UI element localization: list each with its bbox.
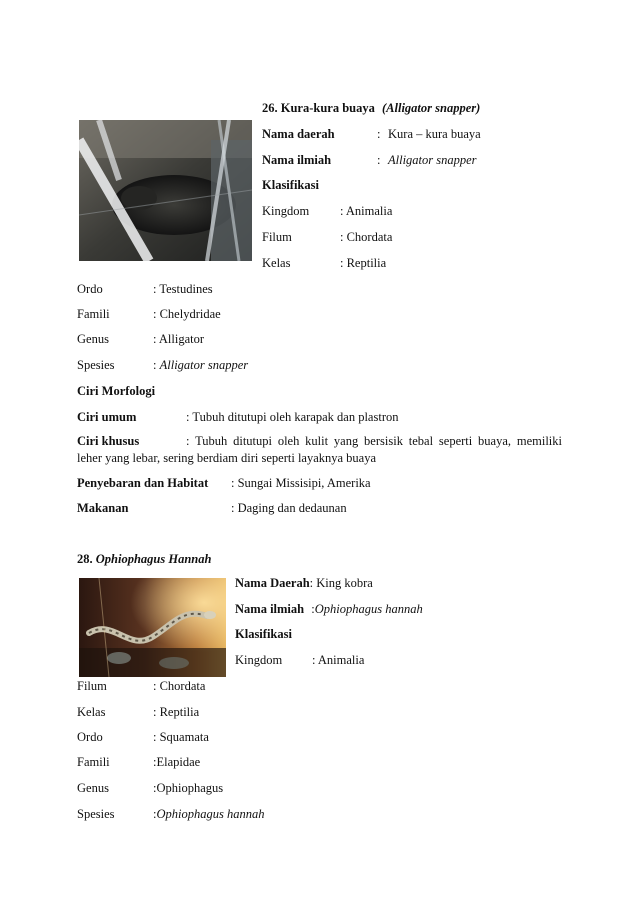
taxonomy-value: : Chordata — [340, 230, 393, 244]
classification-label: Klasifikasi — [262, 178, 319, 192]
taxonomy-label: Kingdom — [262, 204, 310, 218]
section28-heading: 28. Ophiophagus Hannah — [77, 552, 212, 566]
habitat-value: : Sungai Missisipi, Amerika — [231, 476, 371, 490]
taxonomy-value: :Ophiophagus hannah — [153, 807, 265, 821]
local-name-label: Nama Daerah — [235, 576, 310, 590]
taxonomy-value: : Alligator snapper — [153, 358, 249, 372]
general-traits-label: Ciri umum — [77, 410, 137, 424]
taxonomy-label: Filum — [262, 230, 292, 244]
taxonomy-label: Ordo — [77, 730, 103, 744]
scientific-name-label: Nama ilmiah — [235, 602, 305, 616]
specific-traits-label: Ciri khusus — [77, 434, 140, 448]
taxonomy-value: : Reptilia — [340, 256, 387, 270]
scientific-name-value: Alligator snapper — [388, 153, 477, 167]
morphology-heading: Ciri Morfologi — [77, 384, 156, 398]
local-name-row — [235, 576, 373, 591]
taxonomy-value: :Ophiophagus — [153, 781, 224, 795]
king-cobra-photo — [79, 578, 226, 677]
section26-heading: 26. Kura-kura buaya (Alligator snapper) — [262, 101, 481, 115]
local-name-value: Kura – kura buaya — [388, 127, 481, 141]
habitat-label: Penyebaran dan Habitat — [77, 476, 209, 490]
local-name-sep: : — [377, 127, 381, 141]
taxonomy-value: : Testudines — [153, 282, 213, 296]
taxonomy-label: Genus — [77, 781, 109, 795]
general-traits-value: : Tubuh ditutupi oleh karapak dan plastron — [186, 410, 399, 424]
taxonomy-value: :Elapidae — [153, 755, 201, 769]
taxonomy-label: Ordo — [77, 282, 103, 296]
food-label: Makanan — [77, 501, 129, 515]
king-cobra-image — [79, 578, 226, 677]
taxonomy-label: Filum — [77, 679, 107, 693]
specific-traits-paragraph — [77, 433, 562, 467]
taxonomy-label: Kelas — [77, 705, 106, 719]
taxonomy-label: Kelas — [262, 256, 291, 270]
local-name-label: Nama daerah — [262, 127, 335, 141]
taxonomy-label: Spesies — [77, 807, 115, 821]
alligator-snapper-photo — [79, 120, 252, 261]
specific-traits-value: : Tubuh ditutupi oleh kulit yang bersisik tebal seperti buaya, memiliki leher yang lebar, sering berdiam diri seperti layaknya buaya — [77, 434, 562, 465]
taxonomy-value: : Chelydridae — [153, 307, 221, 321]
taxonomy-label: Famili — [77, 307, 110, 321]
scientific-name-sep: : — [377, 153, 381, 167]
taxonomy-label: Spesies — [77, 358, 115, 372]
local-name-value: : King kobra — [309, 576, 373, 590]
food-value: : Daging dan dedaunan — [231, 501, 347, 515]
taxonomy-label: Kingdom — [235, 653, 283, 667]
taxonomy-label: Genus — [77, 332, 109, 346]
taxonomy-value: : Animalia — [340, 204, 393, 218]
scientific-name-label: Nama ilmiah — [262, 153, 332, 167]
taxonomy-value: : Chordata — [153, 679, 206, 693]
scientific-name-row: Nama ilmiah :Ophiophagus hannah — [235, 602, 423, 616]
taxonomy-label: Famili — [77, 755, 110, 769]
scientific-name-value: Ophiophagus hannah — [314, 602, 423, 616]
taxonomy-value: : Reptilia — [153, 705, 200, 719]
taxonomy-value: : Squamata — [153, 730, 209, 744]
taxonomy-value: : Alligator — [153, 332, 205, 346]
taxonomy-value: : Animalia — [312, 653, 365, 667]
classification-label: Klasifikasi — [235, 627, 292, 641]
alligator-snapper-image — [79, 120, 252, 261]
